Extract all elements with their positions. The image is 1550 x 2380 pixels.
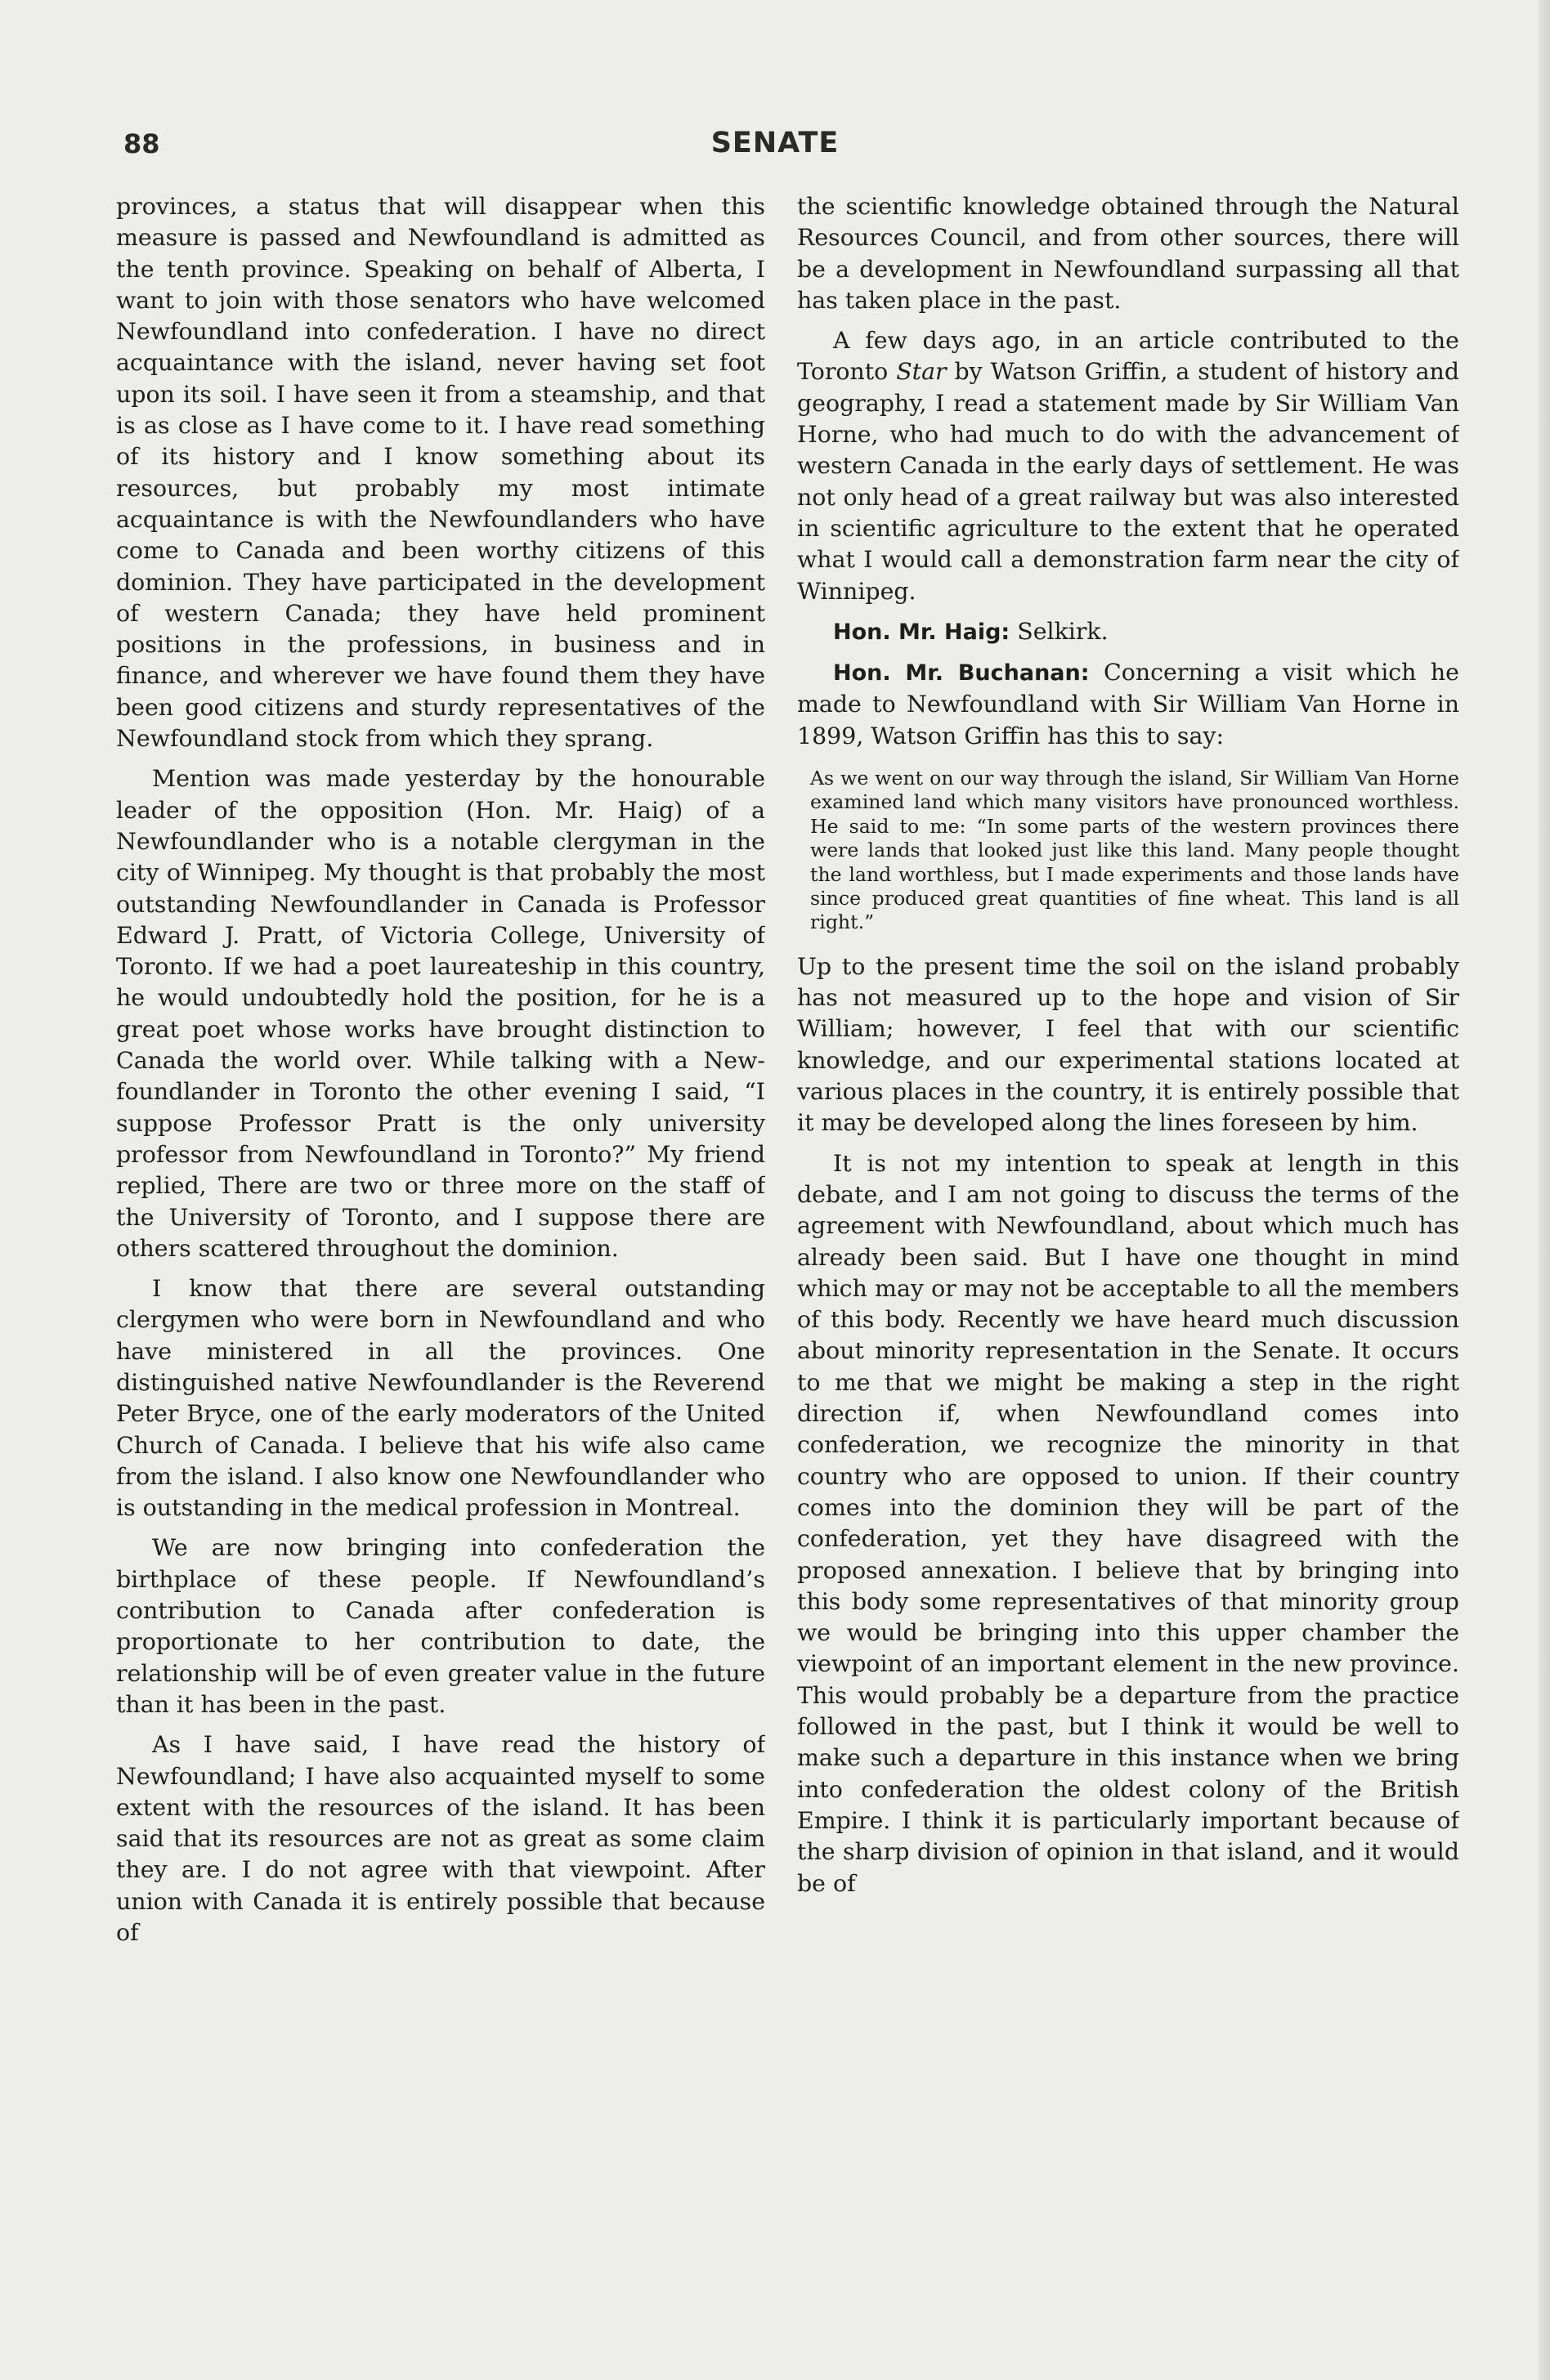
block-quote: As we went on our way through the island, Sir William Van Horne examined land which many visitors have pronounced worthless. He said to me: “In some parts of the western provinces there were lands that looked just like this land. Many people thought the land worthless, but I made experiments and those lands have since produced great quantities of fine wheat. This land is all right.” — [810, 767, 1459, 934]
paragraph: I know that there are several outstanding clergymen who were born in Newfoundland and who have ministered in all the provinces. One distinguished native Newfoundlander is the Reverend Peter Bryce, one of the early moderators of the United Church of Canada. I believe that his wife also came from the island. I also know one Newfoundlander who is outstanding in the medical profession in Montreal. — [116, 1275, 765, 1522]
paragraph: provinces, a status that will disappear when this measure is passed and Newfoundland is admitted as the tenth province. Speaking on behalf of Alberta, I want to join with those senators who have welcomed Newfoundland into confederation. I have no direct acquaintance with the island, never having set foot upon its soil. I have seen it from a steamship, and that is as close as I have come to it. I have read something of its history and I know something about its resources, but probably my most intimate acquaintance is with the Newfoundlanders who have come to Canada and been worthy citizens of this dominion. They have participated in the development of western Canada; they have held prominent positions in the professions, in business and in finance, and wherever we have found them they have been good citizens and sturdy representatives of the Newfoundland stock from which they sprang. — [116, 193, 765, 753]
speaker-paragraph — [797, 616, 1459, 648]
paragraph — [797, 325, 1459, 607]
paragraph: It is not my intention to speak at length in this debate, and I am not going to discuss the terms of the agreement with Newfoundland, about which much has already been said. But I have one thought in mind which may or may not be acceptable to all the members of this body. Recently we have heard much discussion about minority representation in the Senate. It occurs to me that we might be making a step in the right direction if, when Newfoundland comes into confederation, we recognize the minority in that country who are opposed to union. If their country comes into the dominion they will be part of the confederation, yet they have disagreed with the proposed annexation. I believe that by bringing into this body some representatives of that minority group we would be bringing into this upper chamber the viewpoint of an important element in the new province. This would probably be a departure from the practice followed in the past, but I think it would be well to make such a departure in this instance when we bring into confederation the oldest colony of the British Empire. I think it is particularly important because of the sharp division of opinion in that island, and it would be of — [797, 1149, 1459, 1897]
speaker-name: Hon. Mr. Haig: — [833, 619, 1010, 645]
text-run: by Watson Griffin, a student of history and geography, I read a statement made by Sir William Van Horne, who had much to do with the advancement of western Canada in the early days of settlement. He was not only head of a great railway but was also interested in scientific agriculture to the extent that he operated what I would call a demonstration farm near the city of Winnipeg. — [797, 358, 1459, 605]
page-number: 88 — [123, 128, 160, 159]
paragraph: Up to the present time the soil on the island probably has not measured up to the hope and vision of Sir William; however, I feel that with our scientific knowledge, and our experimental stations located at various places in the country, it is entirely possible that it may be developed along the lines foreseen by him. — [797, 952, 1459, 1137]
speech-text: Concerning a visit which he made to Newfoundland with Sir William Van Horne in 1899, Watson Griffin has this to say: — [797, 659, 1459, 749]
newspaper-title: Star — [896, 358, 947, 386]
paragraph: We are now bringing into confederation the birthplace of these people. If Newfoundland’s contribution to Canada after confederation is proportionate to her contribution to date, the relationship will be of even greater value in the future than it has been in the past. — [116, 1534, 765, 1718]
speaker-paragraph — [797, 657, 1459, 752]
text-run: A few days ago, in an article contributed to the Toronto — [797, 327, 1459, 386]
running-head: SENATE — [710, 127, 840, 159]
paragraph: As I have said, I have read the history of Newfoundland; I have also acquainted myself to some extent with the resources of the island. It has been said that its resources are not as great as some claim they are. I do not agree with that viewpoint. After union with Canada it is entirely possible that because of — [116, 1731, 765, 1947]
speech-text: Selkirk. — [1010, 617, 1109, 645]
speaker-name: Hon. Mr. Buchanan: — [833, 660, 1090, 687]
page-edge-shadow — [1539, 0, 1550, 2380]
paragraph: Mention was made yesterday by the honourable leader of the opposition (Hon. Mr. Haig) of a Newfoundlander who is a notable clergyman in the city of Winnipeg. My thought is that probably the most outstanding Newfoundlander in Canada is Professor Edward J. Pratt, of Victoria College, University of Toronto. If we had a poet laureateship in this country, he would undoubtedly hold the position, for he is a great poet whose works have brought distinction to Canada the world over. While talking with a Newfoundlander in Toronto the other evening I said, “I suppose Professor Pratt is the only university professor from Newfoundland in Toronto?” My friend replied, There are two or three more on the staff of the University of Toronto, and I suppose there are others scattered throughout the dominion. — [116, 765, 765, 1262]
left-column — [116, 191, 765, 2194]
paragraph: the scientific knowledge obtained through the Natural Resources Council, and from other sources, there will be a development in Newfoundland surpassing all that has taken place in the past. — [797, 193, 1459, 314]
right-column — [797, 191, 1459, 2194]
